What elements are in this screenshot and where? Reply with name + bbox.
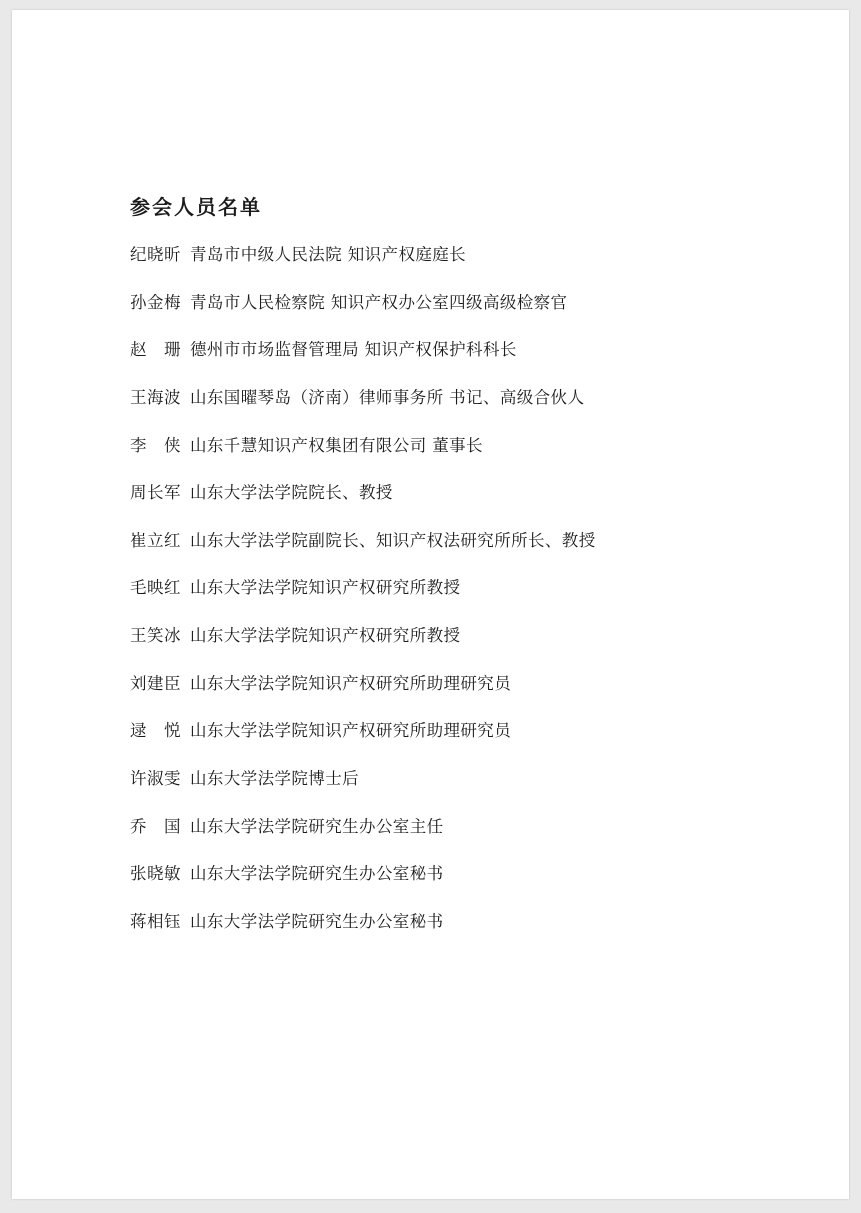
attendee-name: 张晓敏: [130, 864, 181, 884]
attendee-name: 毛映红: [130, 578, 181, 598]
list-item: [130, 864, 759, 885]
attendee-detail: 山东大学法学院副院长、知识产权法研究所所长、教授: [190, 530, 596, 550]
attendee-detail: 德州市市场监督管理局 知识产权保护科科长: [190, 340, 517, 360]
attendee-name: 乔 国: [130, 816, 181, 836]
attendee-detail: 山东大学法学院知识产权研究所助理研究员: [190, 673, 512, 693]
attendee-detail: 山东千慧知识产权集团有限公司 董事长: [190, 435, 483, 455]
attendee-name: 刘建臣: [130, 673, 181, 693]
attendee-name: 王海波: [130, 387, 181, 407]
list-item: [130, 436, 759, 457]
page-title: 参会人员名单: [130, 195, 262, 219]
attendee-name: 崔立红: [130, 530, 181, 550]
attendee-detail: 山东大学法学院知识产权研究所助理研究员: [190, 721, 512, 741]
list-item: [130, 578, 759, 599]
list-item: [130, 245, 759, 266]
list-item: [130, 483, 759, 504]
document-body: [130, 195, 759, 932]
attendee-name: 蒋相钰: [130, 911, 181, 931]
document-page: [12, 10, 849, 1199]
attendee-list: [130, 245, 759, 932]
attendee-detail: 青岛市人民检察院 知识产权办公室四级高级检察官: [190, 292, 568, 312]
list-item: [130, 721, 759, 742]
attendee-detail: 山东大学法学院研究生办公室秘书: [190, 911, 444, 931]
attendee-name: 纪晓昕: [130, 245, 181, 264]
attendee-name: 周长军: [130, 483, 181, 503]
attendee-name: 逯 悦: [130, 721, 181, 741]
attendee-detail: 青岛市中级人民法院 知识产权庭庭长: [190, 245, 467, 264]
attendee-name: 许淑雯: [130, 768, 181, 788]
list-item: [130, 340, 759, 361]
attendee-detail: 山东大学法学院研究生办公室主任: [190, 816, 444, 836]
list-item: [130, 817, 759, 838]
list-item: [130, 531, 759, 552]
attendee-detail: 山东国曜琴岛（济南）律师事务所 书记、高级合伙人: [190, 387, 585, 407]
attendee-name: 李 侠: [130, 435, 181, 455]
list-item: [130, 769, 759, 790]
list-item: [130, 626, 759, 647]
attendee-name: 王笑冰: [130, 626, 181, 645]
list-item: [130, 912, 759, 933]
list-item: [130, 674, 759, 695]
attendee-name: 赵 珊: [130, 340, 181, 360]
attendee-detail: 山东大学法学院知识产权研究所教授: [190, 626, 461, 645]
attendee-name: 孙金梅: [130, 292, 181, 312]
attendee-detail: 山东大学法学院研究生办公室秘书: [190, 864, 444, 884]
list-item: [130, 388, 759, 409]
attendee-detail: 山东大学法学院院长、教授: [190, 483, 393, 503]
list-item: [130, 293, 759, 314]
attendee-detail: 山东大学法学院知识产权研究所教授: [190, 578, 461, 598]
attendee-detail: 山东大学法学院博士后: [190, 768, 359, 788]
